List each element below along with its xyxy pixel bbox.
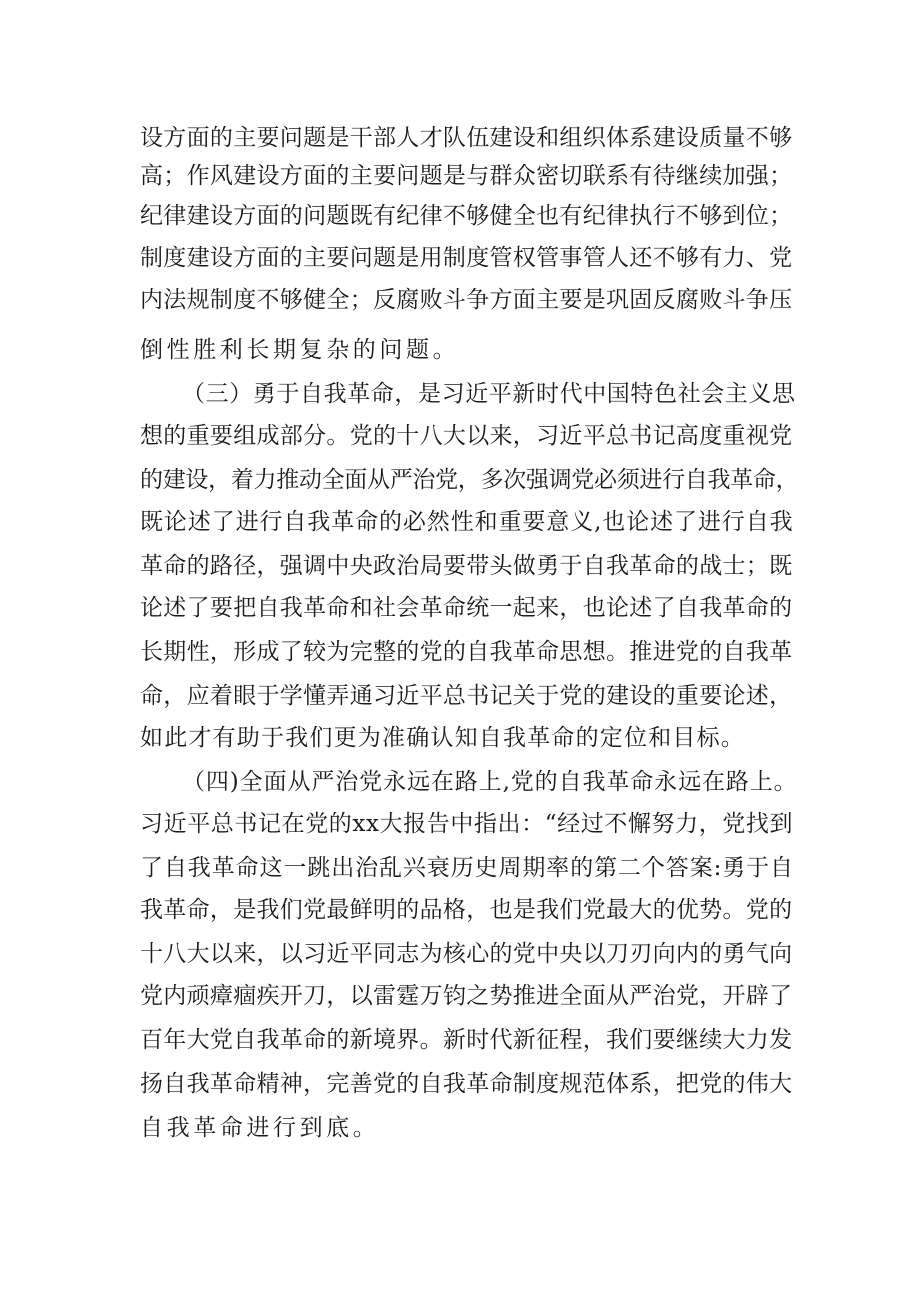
paragraph-3-line-6: 党内顽瘴痼疾开刀，以雷霆万钧之势推进全面从严治党，开辟了: [140, 983, 793, 1009]
paragraph-2-line-4: 既论述了进行自我革命的必然性和重要意义,也论述了进行自我: [140, 509, 794, 535]
paragraph-2-line-1: （三）勇于自我革命，是习近平新时代中国特色社会主义思: [182, 381, 796, 407]
paragraph-2-line-6: 论述了要把自我革命和社会革命统一起来，也论述了自我革命的: [140, 595, 793, 621]
paragraph-3-line-8: 扬自我革命精神，完善党的自我革命制度规范体系，把党的伟大: [140, 1071, 793, 1097]
paragraph-1-line-4: 制度建设方面的主要问题是用制度管权管事管人还不够有力、党: [140, 245, 793, 271]
paragraph-1-line-2: 高；作风建设方面的主要问题是与群众密切联系有待继续加强；: [140, 163, 793, 189]
paragraph-2-line-5: 革命的路径，强调中央政治局要带头做勇于自我革命的战士；既: [140, 553, 793, 579]
paragraph-1-line-5: 内法规制度不够健全；反腐败斗争方面主要是巩固反腐败斗争压: [140, 287, 793, 313]
paragraph-2-line-9: 如此才有助于我们更为准确认知自我革命的定位和目标。: [140, 725, 745, 751]
paragraph-1-line-1: 设方面的主要问题是干部人才队伍建设和组织体系建设质量不够: [140, 125, 793, 151]
paragraph-2-line-3: 的建设，着力推动全面从严治党，多次强调党必须进行自我革命，: [140, 467, 799, 493]
paragraph-1-line-3: 纪律建设方面的问题既有纪律不够健全也有纪律执行不够到位；: [140, 203, 793, 229]
paragraph-3-line-9: 自我革命进行到底。: [140, 1115, 380, 1141]
paragraph-2-line-8: 命，应着眼于学懂弄通习近平总书记关于党的建设的重要论述，: [140, 683, 793, 709]
paragraph-3-line-4: 我革命，是我们党最鲜明的品格，也是我们党最大的优势。党的: [140, 897, 793, 923]
paragraph-3-line-7: 百年大党自我革命的新境界。新时代新征程，我们要继续大力发: [140, 1027, 793, 1053]
paragraph-3-line-5: 十八大以来，以习近平同志为核心的党中央以刀刃向内的勇气向: [140, 941, 793, 967]
paragraph-3-line-3: 了自我革命这一跳出治乱兴衰历史周期率的第二个答案:勇于自: [140, 855, 794, 881]
paragraph-3-line-1: （四)全面从严治党永远在路上,党的自我革命永远在路上。: [182, 769, 798, 795]
paragraph-1-line-6: 倒性胜利长期复杂的问题。: [140, 337, 460, 363]
paragraph-3-line-2: 习近平总书记在党的xx大报告中指出：“经过不懈努力，党找到: [140, 811, 794, 837]
paragraph-2-line-2: 想的重要组成部分。党的十八大以来，习近平总书记高度重视党: [140, 423, 793, 449]
paragraph-2-line-7: 长期性，形成了较为完整的党的自我革命思想。推进党的自我革: [140, 639, 793, 665]
